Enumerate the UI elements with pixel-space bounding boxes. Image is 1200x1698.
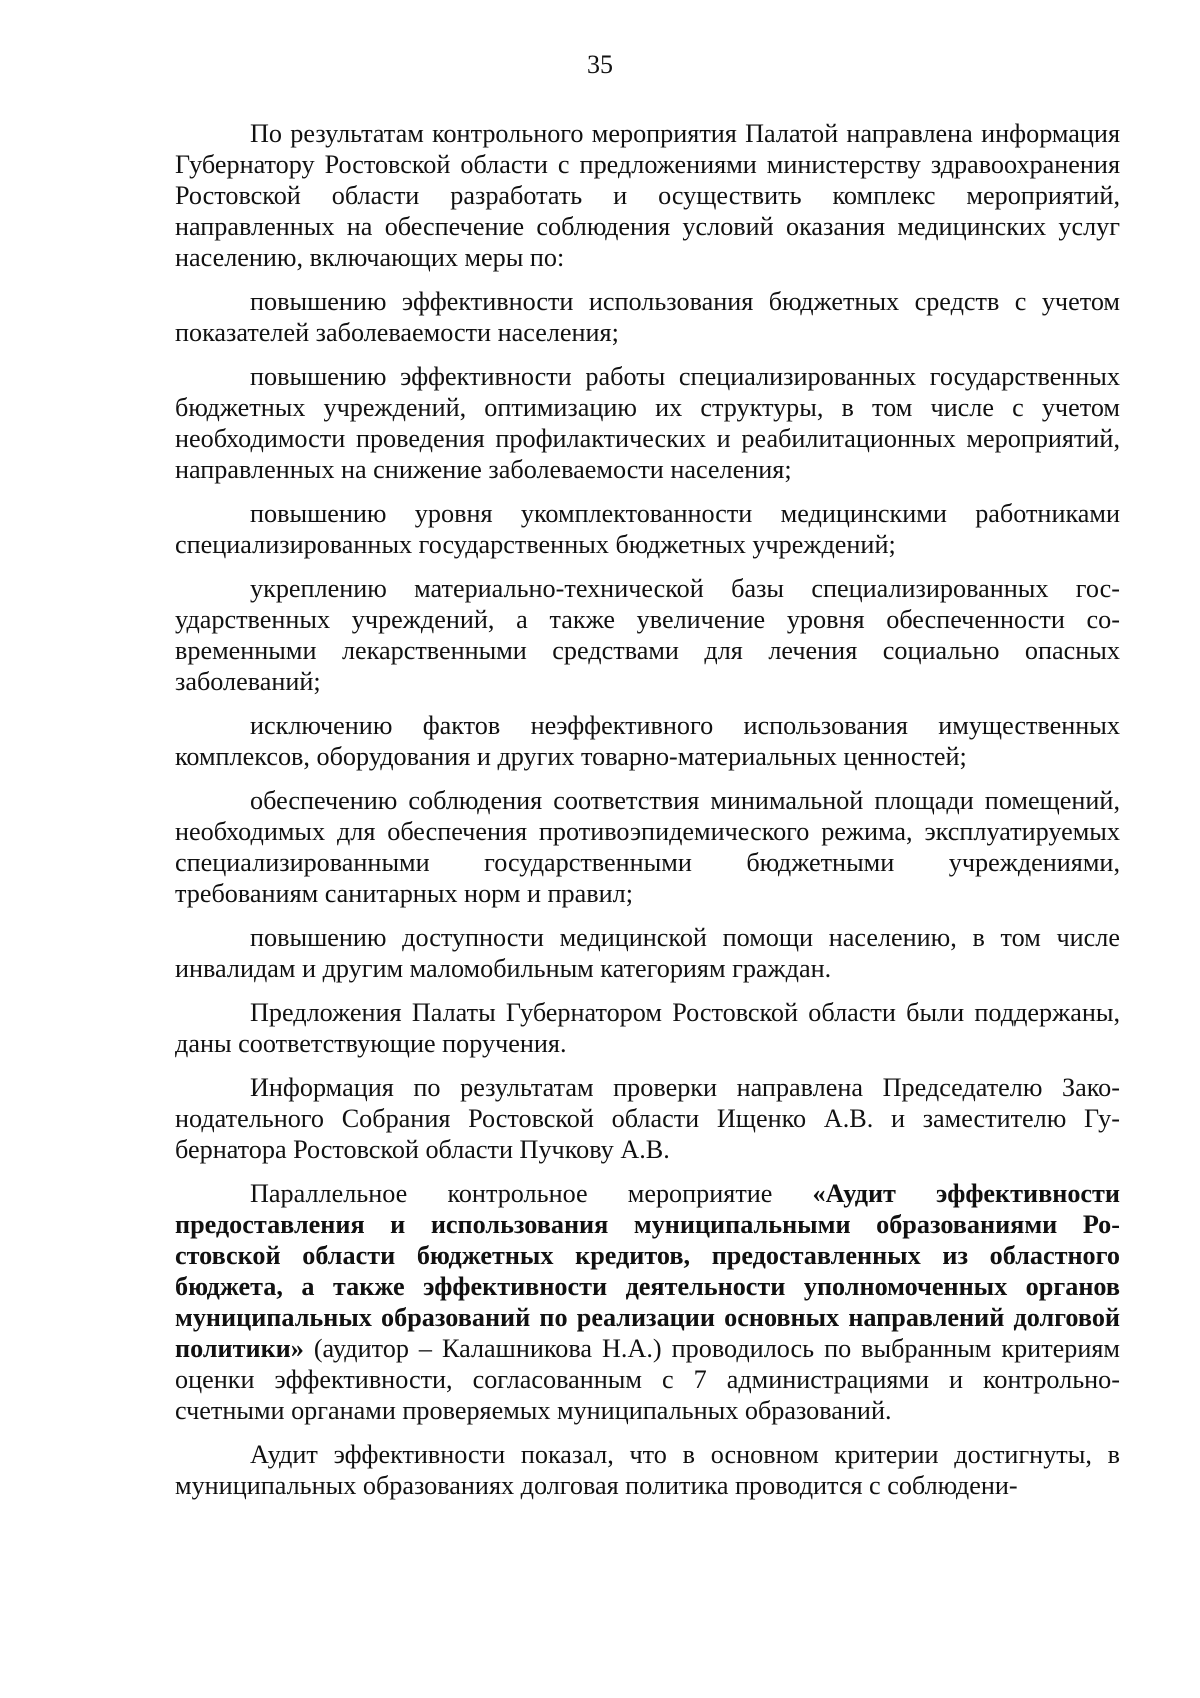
paragraph-measure-budget: повышению эффективности использования бюджетных средств с учетом показателей заболеваемости населения; (175, 287, 1120, 347)
audit-title: «Аудит эффективности предоставления и использования муниципальными образованиями Ростовской области бюджетных кредитов, предоставленных из областного бюджета, а также эффективности деятельности уполномоченных органов муниципальных образований по реализации основных направлений долговой политики» (175, 1179, 1120, 1363)
paragraph-measure-staffing: повышению уровня укомплектованности медицинскими работниками специализированных государственных бюджетных учреждений; (175, 499, 1120, 559)
paragraph-measure-equipment: укреплению материально-технической базы специализированных государственных учреждений, а также увеличение уровня обеспеченности современными лекарственными средствами для лечения социально опасных заболеваний; (175, 574, 1120, 696)
paragraph-intro: По результатам контрольного мероприятия Палатой направлена информация Губернатору Ростовской области с предложениями министерству здравоохранения Ростовской области разработать и осуществить комплекс мероприятий, направленных на обеспечение соблюдения условий оказания медицинских услуг населению, включающих меры по: (175, 119, 1120, 272)
paragraph-measure-institutions: повышению эффективности работы специализированных государственных бюджетных учреждений, оптимизацию их структуры, в том числе с учетом необходимости проведения профилактических и реабилитационных мероприятий, направленных на снижение заболеваемости населения; (175, 362, 1120, 484)
paragraph-audit-results: Аудит эффективности показал, что в основном критерии достигнуты, в муниципальных образованиях долговая политика проводится с соблюдени- (175, 1440, 1120, 1500)
paragraph-information-sent: Информация по результатам проверки направлена Председателю Законодательного Собрания Ростовской области Ищенко А.В. и заместителю Губернатора Ростовской области Пучкову А.В. (175, 1073, 1120, 1164)
paragraph-measure-property: исключению фактов неэффективного использования имущественных комплексов, оборудования и других товарно-материальных ценностей; (175, 711, 1120, 771)
document-body (175, 118, 1120, 1514)
paragraph-parallel-audit (175, 1178, 1120, 1426)
page-number: 35 (587, 50, 613, 79)
paragraph-measure-premises: обеспечению соблюдения соответствия минимальной площади помещений, необходимых для обеспечения противоэпидемического режима, эксплуатируемых специализированными государственными бюджетными учреждениями, требованиям санитарных норм и правил; (175, 786, 1120, 908)
audit-tail-text: (аудитор – Калашникова Н.А.) проводилось по выбранным критериям оценки эффективности, согласованным с 7 администрациями и контрольно-счетными органами проверяемых муниципальных образований. (175, 1334, 1120, 1425)
paragraph-governor-support: Предложения Палаты Губернатором Ростовской области были поддержаны, даны соответствующие поручения. (175, 998, 1120, 1058)
paragraph-measure-accessibility: повышению доступности медицинской помощи населению, в том числе инвалидам и другим маломобильным категориям граждан. (175, 923, 1120, 983)
audit-lead-text: Параллельное контрольное мероприятие (250, 1179, 813, 1208)
